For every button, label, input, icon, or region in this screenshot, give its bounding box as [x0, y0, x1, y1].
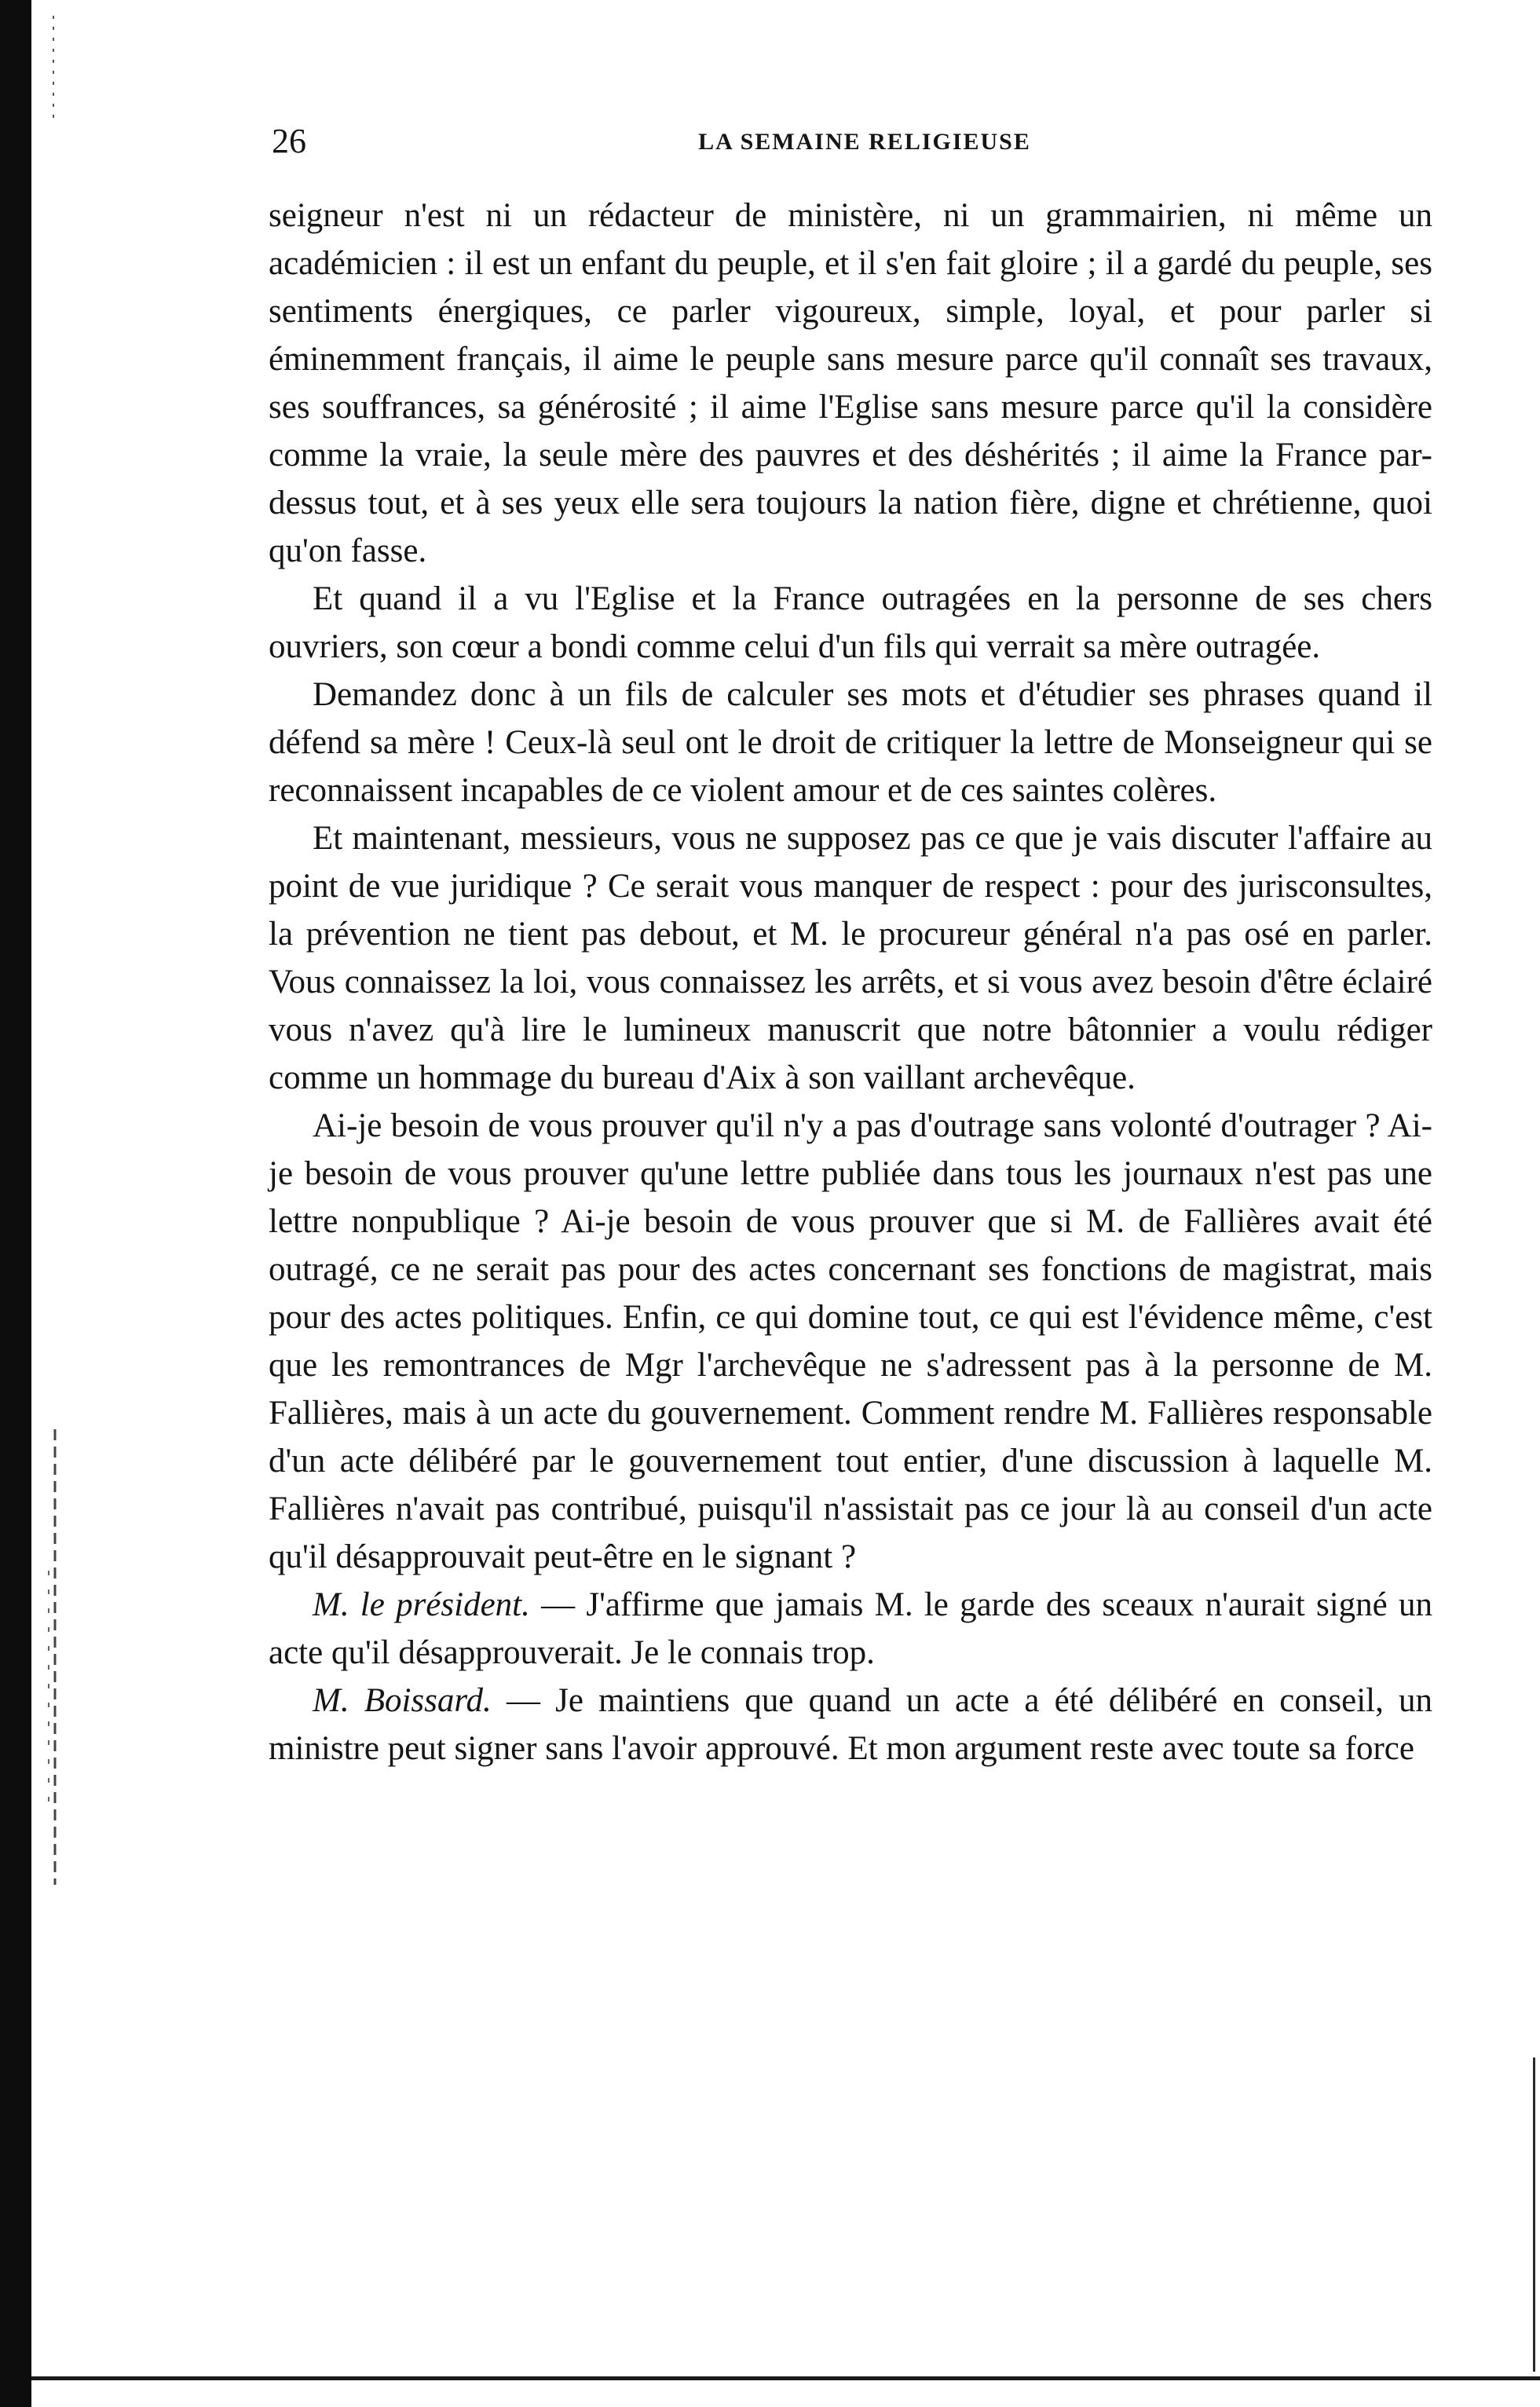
paragraph-text: Et maintenant, messieurs, vous ne supposez pas ce que je vais discuter l'affaire au point de vue juridique ? Ce serait vous manquer de respect : pour des jurisconsultes, la prévention ne tient pas debout, et M. le procureur général n'a pas osé en parler. Vous connaissez la loi, vous connaissez les arrêts, et si vous avez besoin d'être éclairé vous n'avez qu'à lire le lumineux manuscrit que notre bâtonnier a voulu rédiger comme un hommage du bureau d'Aix à son vaillant archevêque. — [269, 820, 1432, 1096]
paragraph — [269, 192, 1432, 575]
page-number: 26 — [272, 122, 306, 160]
page-header — [272, 118, 1458, 173]
dialogue-paragraph — [269, 1677, 1432, 1772]
speaker-name: M. Boissard. — [313, 1682, 492, 1719]
body-text — [269, 192, 1432, 1772]
paragraph — [269, 1102, 1432, 1581]
scan-edge-marks — [31, 0, 63, 2407]
paragraph — [269, 671, 1432, 814]
paragraph-text: — Je maintiens que quand un acte a été délibéré en conseil, un ministre peut signer sans l'avoir approuvé. Et mon argument reste avec toute sa force — [269, 1682, 1432, 1767]
paragraph-text: seigneur n'est ni un rédacteur de ministère, ni un grammairien, ni même un académicien : il est un enfant du peuple, et il s'en fait gloire ; il a gardé du peuple, ses sentiments énergiques, ce parler vigoureux, simple, loyal, et pour parler si éminemment français, il aime le peuple sans mesure parce qu'il connaît ses travaux, ses souffrances, sa générosité ; il aime l'Eglise sans mesure parce qu'il la considère comme la vraie, la seule mère des pauvres et des déshérités ; il aime la France par-dessus tout, et à ses yeux elle sera toujours la nation fière, digne et chrétienne, quoi qu'on fasse. — [269, 197, 1432, 569]
running-title: LA SEMAINE RELIGIEUSE — [698, 129, 1031, 155]
paragraph-text: Ai-je besoin de vous prouver qu'il n'y a pas d'outrage sans volonté d'outrager ? Ai-je besoin de vous prouver qu'une lettre publiée dans tous les journaux n'est pas une lettre nonpublique ? Ai-je besoin de vous prouver que si M. de Fallières avait été outragé, ce ne serait pas pour des actes concernant ses fonctions de magistrat, mais pour des actes politiques. Enfin, ce qui domine tout, ce qui est l'évidence même, c'est que les remontrances de Mgr l'archevêque ne s'adressent pas à la personne de M. Fallières, mais à un acte du gouvernement. Comment rendre M. Fallières responsable d'un acte délibéré par le gouvernement tout entier, d'une discussion à laquelle M. Fallières n'avait pas contribué, puisqu'il n'assistait pas ce jour là au conseil d'un acte qu'il désapprouvait peut-être en le signant ? — [269, 1107, 1432, 1575]
paragraph-text: — J'affirme que jamais M. le garde des sceaux n'aurait signé un acte qu'il désapprouverait. Je le connais trop. — [269, 1586, 1432, 1671]
paragraph-text: Et quand il a vu l'Eglise et la France outragées en la personne de ses chers ouvriers, son cœur a bondi comme celui d'un fils qui verrait sa mère outragée. — [269, 580, 1432, 665]
paragraph — [269, 814, 1432, 1102]
scan-right-edge-mark — [1533, 2058, 1535, 2372]
speaker-name: M. le président. — [313, 1586, 530, 1623]
paragraph — [269, 575, 1432, 671]
paragraph-text: Demandez donc à un fils de calculer ses mots et d'étudier ses phrases quand il défend sa mère ! Ceux-là seul ont le droit de critiquer la lettre de Monseigneur qui se reconnaissent incapables de ce violent amour et de ces saintes colères. — [269, 676, 1432, 809]
scan-bottom-border — [31, 2376, 1540, 2380]
dialogue-paragraph — [269, 1581, 1432, 1677]
scan-left-border — [0, 0, 31, 2407]
